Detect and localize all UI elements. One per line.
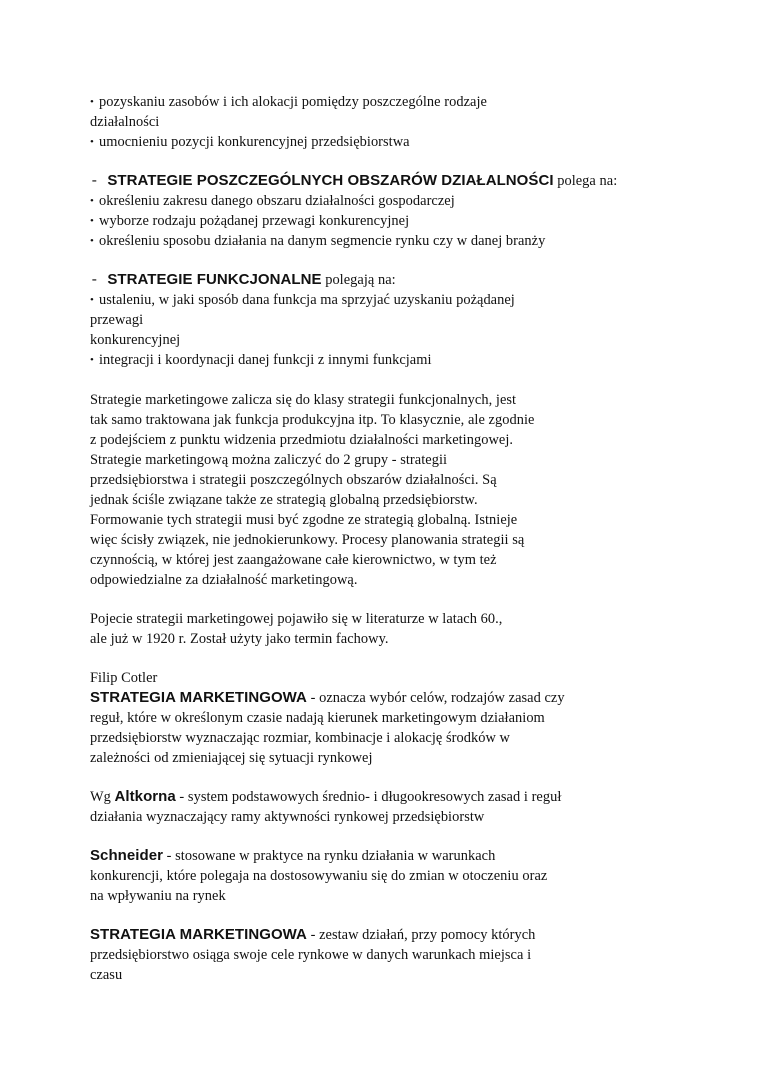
- bullet-item: [90, 231, 545, 251]
- definition-text: - zestaw działań, przy pomocy których: [306, 927, 536, 943]
- paragraph-line: na wpływaniu na rynek: [90, 888, 226, 904]
- heading-dash: -: [90, 273, 108, 289]
- definition-text: - oznacza wybór celów, rodzajów zasad czy: [306, 690, 565, 706]
- paragraph-line: konkurencji, które polegaja na dostosowywaniu się do zmian w otoczeniu oraz: [90, 868, 548, 884]
- definition-line: [90, 787, 561, 807]
- paragraph-line: przedsiębiorstwa i strategii poszczególnych obszarów działalności. Są: [90, 472, 497, 488]
- definition-text: - stosowane w praktyce na rynku działania w warunkach: [162, 848, 496, 864]
- heading-suffix: polegają na:: [321, 272, 396, 288]
- bullet-text: określeniu sposobu działania na danym segmencie rynku czy w danej branży: [99, 233, 546, 249]
- bullet-text: wyborze rodzaju pożądanej przewagi konkurencyjnej: [99, 213, 410, 229]
- bullet-icon: •: [90, 136, 94, 148]
- definition-line: [90, 846, 495, 866]
- text-line: działalności: [90, 114, 160, 130]
- bullet-icon: •: [90, 215, 94, 227]
- paragraph-line: Pojecie strategii marketingowej pojawiło się w literaturze w latach 60.,: [90, 611, 503, 627]
- bullet-icon: •: [90, 235, 94, 247]
- definition-term: STRATEGIA MARKETINGOWA: [90, 689, 307, 706]
- heading-suffix: polega na:: [553, 173, 618, 189]
- paragraph-line: tak samo traktowana jak funkcja produkcyjna itp. To klasycznie, ale zgodnie: [90, 412, 535, 428]
- paragraph-line: przedsiębiorstwo osiąga swoje cele rynkowe w danych warunkach miejsca i: [90, 947, 532, 963]
- bullet-text: pozyskaniu zasobów i ich alokacji pomiędzy poszczególne rodzaje: [99, 94, 487, 110]
- paragraph-line: z podejściem z punktu widzenia przedmiotu działalności marketingowej.: [90, 432, 514, 448]
- paragraph-line: przedsiębiorstw wyznaczając rozmiar, kombinacje i alokację środków w: [90, 730, 510, 746]
- paragraph-line: zależności od zmieniającej się sytuacji rynkowej: [90, 750, 373, 766]
- bullet-item: [90, 92, 487, 112]
- definition-term: STRATEGIA MARKETINGOWA: [90, 926, 307, 943]
- paragraph-line: ale już w 1920 r. Został użyty jako termin fachowy.: [90, 631, 389, 647]
- definition-author: Altkorna: [114, 788, 176, 805]
- definition-line: [90, 925, 535, 945]
- bullet-item: [90, 290, 515, 310]
- heading-title: STRATEGIE POSZCZEGÓLNYCH OBSZARÓW DZIAŁALNOŚCI: [107, 172, 554, 189]
- paragraph-line: reguł, które w określonym czasie nadają kierunek marketingowym działaniom: [90, 710, 545, 726]
- paragraph-line: odpowiedzialne za działalność marketingową.: [90, 572, 358, 588]
- text-line: konkurencyjnej: [90, 332, 181, 348]
- definition-text: - system podstawowych średnio- i długookresowych zasad i reguł: [175, 789, 562, 805]
- paragraph-line: czynnością, w której jest zaangażowane całe kierownictwo, w tym też: [90, 552, 497, 568]
- bullet-text: ustaleniu, w jaki sposób dana funkcja ma sprzyjać uzyskaniu pożądanej: [99, 292, 515, 308]
- bullet-text: umocnieniu pozycji konkurencyjnej przedsiębiorstwa: [99, 134, 410, 150]
- bullet-item: [90, 132, 410, 152]
- bullet-text: określeniu zakresu danego obszaru działalności gospodarczej: [99, 193, 455, 209]
- paragraph-line: Strategie marketingowe zalicza się do klasy strategii funkcjonalnych, jest: [90, 392, 517, 408]
- bullet-icon: •: [90, 96, 94, 108]
- author-name: Filip Cotler: [90, 670, 158, 686]
- heading-title: STRATEGIE FUNKCJONALNE: [107, 271, 322, 288]
- section-heading: [90, 171, 617, 192]
- section-heading: [90, 270, 396, 291]
- heading-dash: -: [90, 174, 108, 190]
- paragraph-line: Formowanie tych strategii musi być zgodne ze strategią globalną. Istnieje: [90, 512, 518, 528]
- paragraph-line: czasu: [90, 967, 123, 983]
- bullet-icon: •: [90, 354, 94, 366]
- definition-line: [90, 688, 565, 708]
- bullet-item: [90, 211, 409, 231]
- definition-author: Schneider: [90, 847, 163, 864]
- bullet-text: integracji i koordynacji danej funkcji z innymi funkcjami: [99, 352, 432, 368]
- definition-prefix: Wg: [90, 789, 115, 805]
- paragraph-line: więc ścisły związek, nie jednokierunkowy. Procesy planowania strategii są: [90, 532, 525, 548]
- bullet-item: [90, 350, 432, 370]
- paragraph-line: jednak ściśle związane także ze strategią globalną przedsiębiorstw.: [90, 492, 478, 508]
- bullet-icon: •: [90, 294, 94, 306]
- text-line: przewagi: [90, 312, 144, 328]
- bullet-icon: •: [90, 195, 94, 207]
- paragraph-line: Strategie marketingową można zaliczyć do 2 grupy - strategii: [90, 452, 448, 468]
- paragraph-line: działania wyznaczający ramy aktywności rynkowej przedsiębiorstw: [90, 809, 485, 825]
- bullet-item: [90, 191, 455, 211]
